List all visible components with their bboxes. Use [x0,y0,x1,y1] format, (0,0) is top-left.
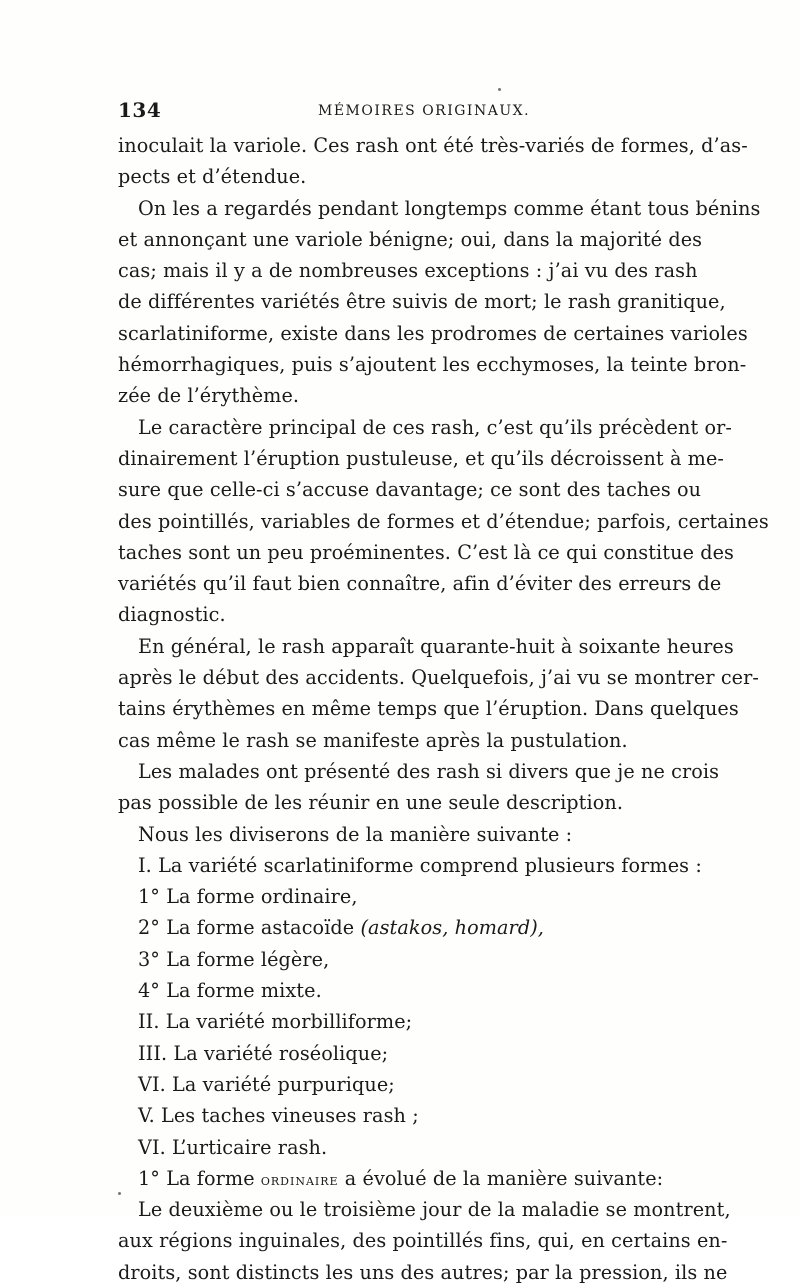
text-line: tains érythèmes en même temps que l’éruption. Dans quelques [118,697,739,721]
text-line: inoculait la variole. Ces rash ont été très-variés de formes, d’as- [118,134,748,157]
text-line: Nous les diviserons de la manière suivante : [138,822,573,846]
list-item: 3° La forme légère, [138,947,330,971]
text-line: Les malades ont présenté des rash si divers que je ne crois [138,759,720,783]
list-item: VI. L’urticaire rash. [138,1135,328,1159]
text-line: et annonçant une variole bénigne; oui, dans la majorité des [118,227,703,251]
text-line: pects et d’étendue. [118,165,307,189]
text-line: pas possible de les réunir en une seule description. [118,791,624,815]
text-line: droits, sont distincts les uns des autres; par la pression, ils ne [118,1260,728,1284]
subheading-smallcaps: ordinaire [260,1169,339,1189]
section-subheading [118,1163,690,1194]
body-text [118,130,769,1288]
list-item: III. La variété roséolique; [138,1041,389,1065]
text-line: hémorrhagiques, puis s’ajoutent les ecchymoses, la teinte bron- [118,353,747,377]
text-line: variétés qu’il faut bien connaître, afin d’éviter des erreurs de [118,572,722,596]
text-line: sure que celle-ci s’accuse davantage; ce sont des taches ou [118,478,702,502]
text-line: En général, le rash apparaît quarante-huit à soixante heures [138,634,734,658]
list-item-text: 2° La forme astacoïde [138,916,355,940]
text-line: scarlatiniforme, existe dans les prodromes de certaines varioles [118,321,748,345]
print-speck [498,88,501,91]
text-line: des pointillés, variables de formes et d’étendue; parfois, certaines [118,509,769,533]
list-item: I. La variété scarlatiniforme comprend plusieurs formes : [138,853,702,877]
list-item: 1° La forme ordinaire, [138,885,358,909]
page-header [118,98,690,122]
text-line: diagnostic. [118,603,226,627]
page-number: 134 [118,98,162,122]
text-line: dinairement l’éruption pustuleuse, et qu’ils décroissent à me- [118,446,725,470]
running-head: MÉMOIRES ORIGINAUX. [318,103,531,119]
text-line: Le caractère principal de ces rash, c’est qu’ils précèdent or- [138,415,732,439]
list-item: 4° La forme mixte. [138,979,322,1003]
text-line: après le début des accidents. Quelquefois, j’ai vu se montrer cer- [118,666,759,690]
text-line: aux régions inguinales, des pointillés fins, qui, en certains en- [118,1229,728,1253]
astacoide-gloss: (astakos, homard), [360,916,544,940]
list-item [118,912,690,943]
subheading-end: a évolué de la manière suivante: [338,1166,664,1190]
text-line: cas; mais il y a de nombreuses exceptions : j’ai vu des rash [118,259,698,283]
print-speck [118,1192,121,1195]
text-line: On les a regardés pendant longtemps comme étant tous bénins [138,196,761,220]
text-line: zée de l’érythème. [118,384,300,408]
text-line: de différentes variétés être suivis de mort; le rash granitique, [118,290,726,314]
list-item: V. Les taches vineuses rash ; [138,1104,419,1128]
text-line: cas même le rash se manifeste après la pustulation. [118,728,628,752]
text-line: taches sont un peu proéminentes. C’est là ce qui constitue des [118,540,735,564]
list-item: II. La variété morbilliforme; [138,1010,413,1034]
list-item: VI. La variété purpurique; [138,1072,395,1096]
text-line: Le deuxième ou le troisième jour de la maladie se montrent, [138,1198,731,1222]
subheading-start: 1° La forme [138,1166,255,1190]
